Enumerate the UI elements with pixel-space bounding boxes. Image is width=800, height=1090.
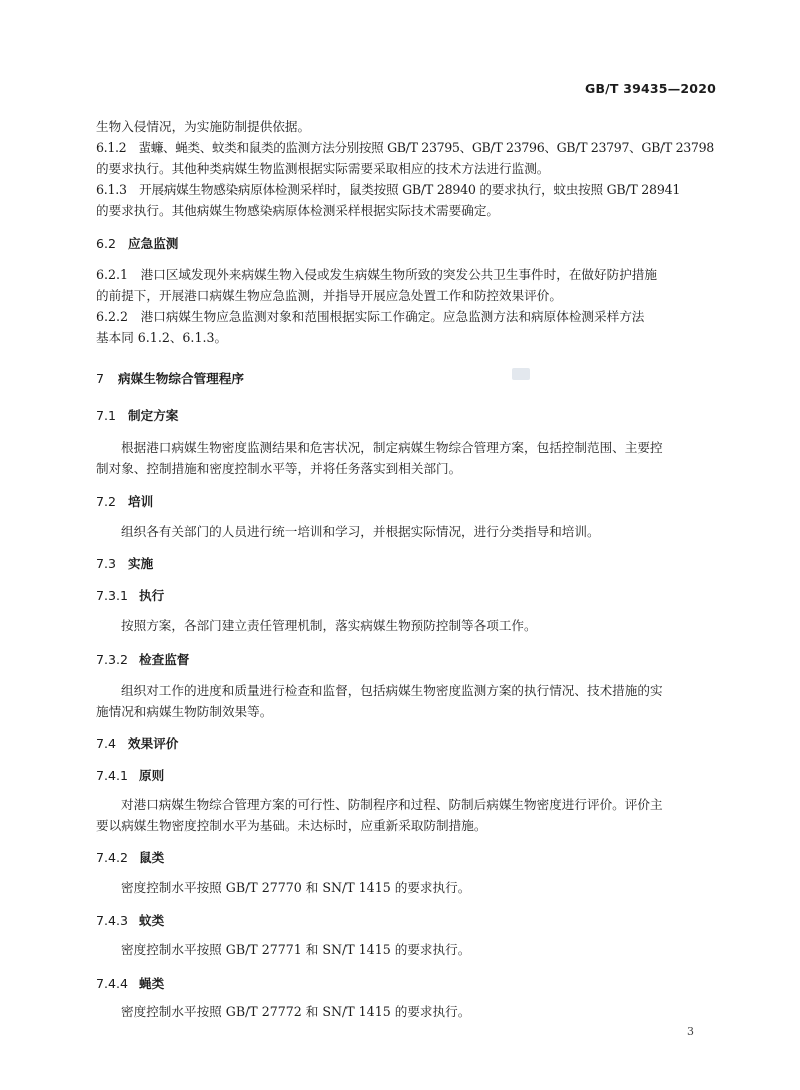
heading-title: 鼠类 bbox=[139, 850, 165, 865]
paragraph-line: 根据港口病媒生物密度监测结果和危害状况，制定病媒生物综合管理方案，包括控制范围、主要控 bbox=[121, 440, 663, 455]
heading-number: 6.2 bbox=[96, 236, 117, 251]
heading-number: 7.3 bbox=[96, 556, 117, 571]
heading-7-4-4 bbox=[96, 973, 164, 992]
heading-number: 7 bbox=[96, 371, 105, 386]
heading-number: 7.3.1 bbox=[96, 588, 129, 603]
standard-number-header: GB/T 39435—2020 bbox=[584, 81, 716, 96]
heading-number: 7.4.2 bbox=[96, 850, 129, 865]
heading-number: 7.1 bbox=[96, 408, 117, 423]
heading-7-2 bbox=[96, 491, 153, 510]
heading-title: 检查监督 bbox=[139, 652, 190, 667]
heading-title: 原则 bbox=[139, 768, 165, 783]
heading-7-4-1 bbox=[96, 765, 164, 784]
heading-title: 应急监测 bbox=[128, 236, 179, 251]
paragraph-line: 制对象、控制措施和密度控制水平等，并将任务落实到相关部门。 bbox=[96, 461, 462, 476]
paragraph-line: 要以病媒生物密度控制水平为基础。未达标时，应重新采取防制措施。 bbox=[96, 818, 487, 833]
heading-7 bbox=[96, 368, 244, 387]
paragraph-line: 密度控制水平按照 GB/T 27772 和 SN/T 1415 的要求执行。 bbox=[121, 1004, 471, 1019]
heading-7-3-2 bbox=[96, 649, 189, 668]
heading-7-3 bbox=[96, 553, 153, 572]
paragraph-line: 按照方案，各部门建立责任管理机制，落实病媒生物预防控制等各项工作。 bbox=[121, 618, 537, 633]
heading-number: 7.4 bbox=[96, 736, 117, 751]
clause-6-2-1: 6.2.1 港口区域发现外来病媒生物入侵或发生病媒生物所致的突发公共卫生事件时，在做好防护措施 bbox=[96, 267, 657, 282]
heading-title: 效果评价 bbox=[128, 736, 179, 751]
heading-number: 7.4.4 bbox=[96, 976, 129, 991]
paragraph-line: 基本同 6.1.2、6.1.3。 bbox=[96, 330, 228, 345]
heading-title: 实施 bbox=[128, 556, 154, 571]
heading-title: 培训 bbox=[128, 494, 154, 509]
heading-7-4-3 bbox=[96, 910, 164, 929]
heading-number: 7.2 bbox=[96, 494, 117, 509]
heading-title: 蝇类 bbox=[139, 976, 165, 991]
paragraph-line: 生物入侵情况，为实施防制提供依据。 bbox=[96, 119, 311, 134]
heading-7-1 bbox=[96, 405, 178, 424]
paragraph-line: 组织各有关部门的人员进行统一培训和学习，并根据实际情况，进行分类指导和培训。 bbox=[121, 524, 600, 539]
clause-6-1-2: 6.1.2 蜚蠊、蝇类、蚊类和鼠类的监测方法分别按照 GB/T 23795、GB/T 23796、GB/T 23797、GB/T 23798 bbox=[96, 140, 714, 155]
heading-title: 蚊类 bbox=[139, 913, 165, 928]
paragraph-line: 密度控制水平按照 GB/T 27771 和 SN/T 1415 的要求执行。 bbox=[121, 942, 471, 957]
clause-6-2-2: 6.2.2 港口病媒生物应急监测对象和范围根据实际工作确定。应急监测方法和病原体检测采样方法 bbox=[96, 309, 645, 324]
clause-6-1-3: 6.1.3 开展病媒生物感染病原体检测采样时，鼠类按照 GB/T 28940 的要求执行，蚊虫按照 GB/T 28941 bbox=[96, 182, 681, 197]
heading-number: 7.3.2 bbox=[96, 652, 129, 667]
heading-title: 制定方案 bbox=[128, 408, 179, 423]
paragraph-line: 的要求执行。其他种类病媒生物监测根据实际需要采取相应的技术方法进行监测。 bbox=[96, 161, 550, 176]
heading-title: 执行 bbox=[139, 588, 165, 603]
paragraph-line: 密度控制水平按照 GB/T 27770 和 SN/T 1415 的要求执行。 bbox=[121, 880, 471, 895]
paragraph-line: 组织对工作的进度和质量进行检查和监督，包括病媒生物密度监测方案的执行情况、技术措施的实 bbox=[121, 683, 663, 698]
paragraph-line: 对港口病媒生物综合管理方案的可行性、防制程序和过程、防制后病媒生物密度进行评价。评价主 bbox=[121, 797, 663, 812]
heading-title: 病媒生物综合管理程序 bbox=[118, 371, 244, 386]
heading-7-4-2 bbox=[96, 847, 164, 866]
paragraph-line: 施情况和病媒生物防制效果等。 bbox=[96, 704, 273, 719]
heading-number: 7.4.3 bbox=[96, 913, 129, 928]
heading-number: 7.4.1 bbox=[96, 768, 129, 783]
page-number: 3 bbox=[687, 1025, 694, 1038]
heading-6-2 bbox=[96, 233, 178, 252]
watermark-logo bbox=[512, 368, 530, 380]
heading-7-3-1 bbox=[96, 585, 164, 604]
heading-7-4 bbox=[96, 733, 178, 752]
paragraph-line: 的要求执行。其他病媒生物感染病原体检测采样根据实际技术需要确定。 bbox=[96, 203, 499, 218]
paragraph-line: 的前提下，开展港口病媒生物应急监测，并指导开展应急处置工作和防控效果评价。 bbox=[96, 288, 562, 303]
